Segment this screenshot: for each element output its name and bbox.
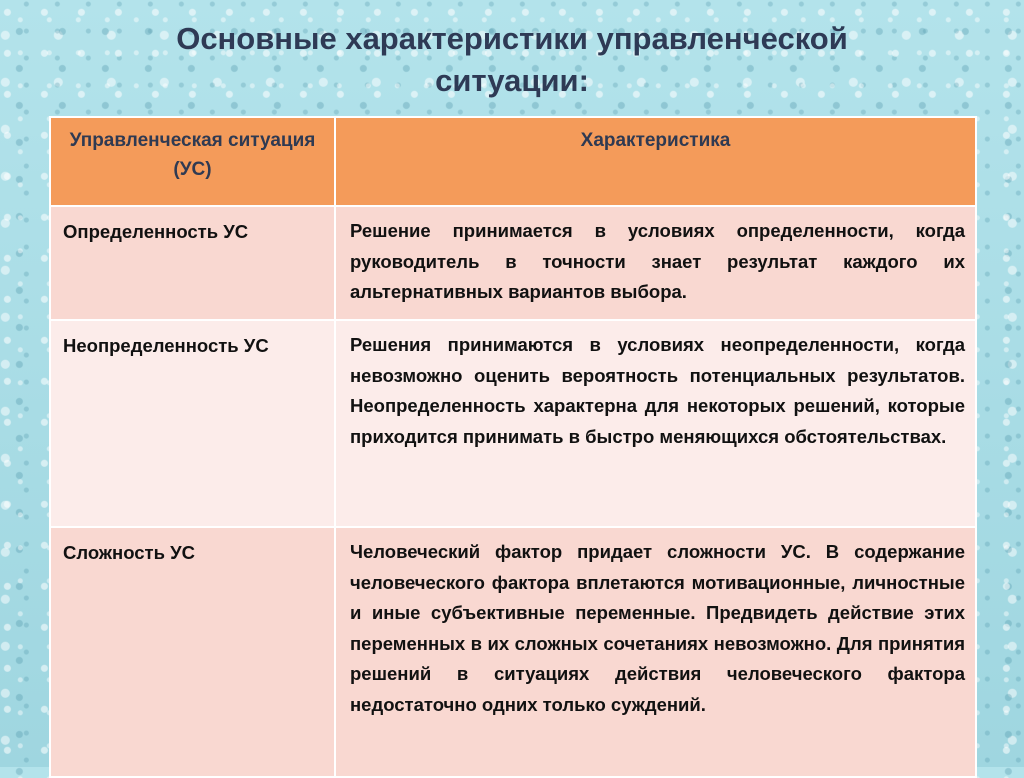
column-header-characteristic: Характеристика [335, 117, 976, 206]
table-row [50, 527, 976, 777]
situation-description-certainty: Решение принимается в условиях определенности, когда руководитель в точности знает результат каждого их альтернативных вариантов выбора. [335, 206, 976, 320]
situation-description-complexity: Человеческий фактор придает сложности УС. В содержание человеческого фактора вплетаются мотивационные, личностные и иные субъективные переменные. Предвидеть действие этих переменных в их сложных сочетаниях невозможно. Для принятия решений в ситуациях действия человеческого фактора недостаточно одних только суждений. [335, 527, 976, 777]
characteristics-table [49, 116, 977, 778]
situation-description-uncertainty: Решения принимаются в условиях неопределенности, когда невозможно оценить вероятность потенциальных результатов. Неопределенность характерна для некоторых решений, которые приходится принимать в быстро меняющихся обстоятельствах. [335, 320, 976, 527]
situation-name-complexity: Сложность УС [50, 527, 335, 777]
table-header-row [50, 117, 976, 206]
situation-name-uncertainty: Неопределенность УС [50, 320, 335, 527]
slide-title [0, 18, 1024, 102]
slide-title-line-2: ситуации: [435, 63, 589, 98]
table-row [50, 320, 976, 527]
column-header-situation: Управленческая ситуация (УС) [50, 117, 335, 206]
table-row [50, 206, 976, 320]
situation-name-certainty: Определенность УС [50, 206, 335, 320]
slide-title-line-1: Основные характеристики управленческой [176, 21, 848, 56]
